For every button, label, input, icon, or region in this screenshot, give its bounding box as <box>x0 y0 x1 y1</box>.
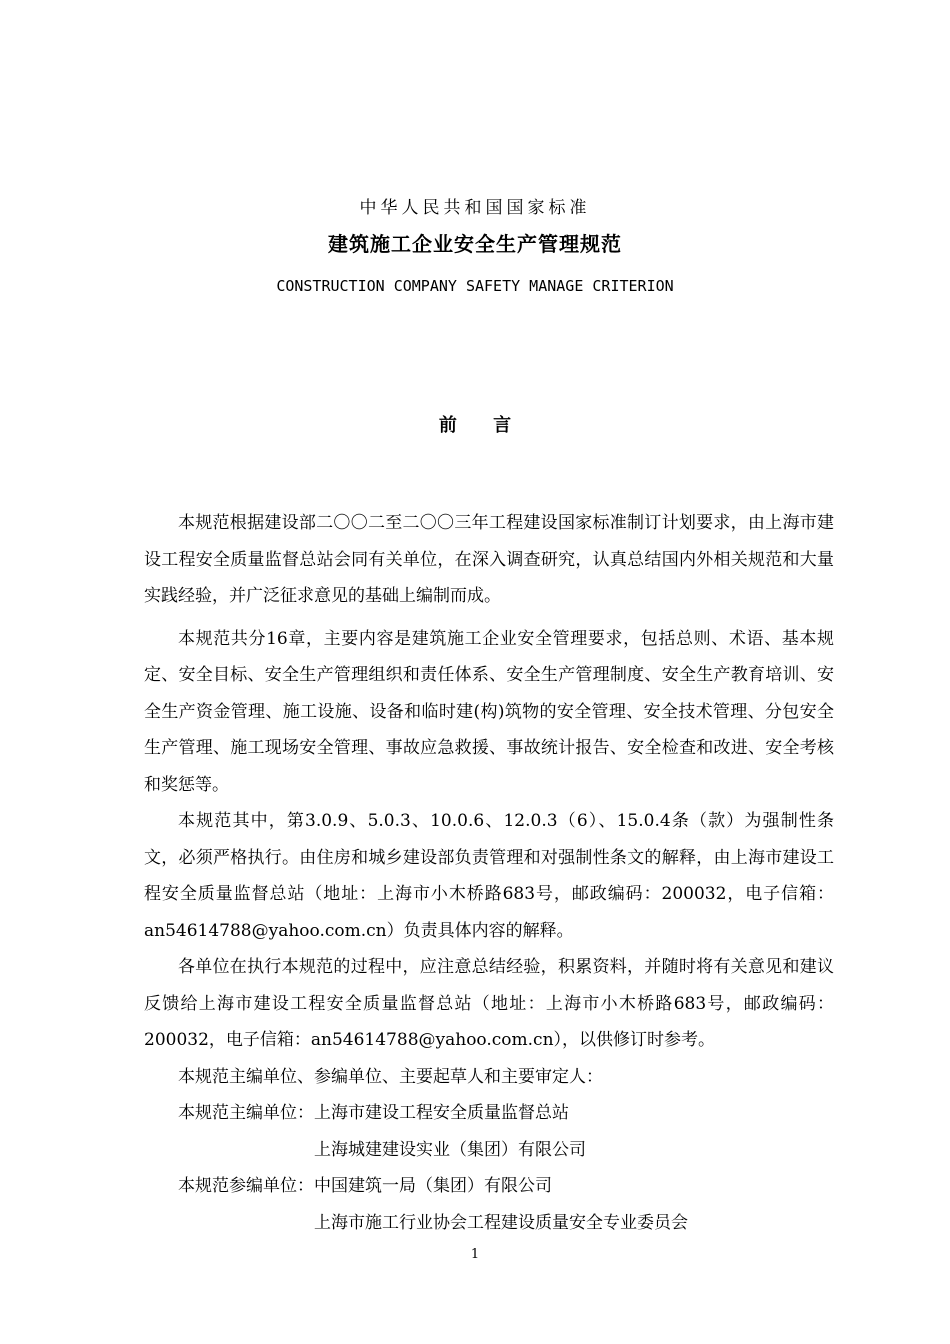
preface-body <box>144 505 834 1241</box>
participating-unit-item: 上海市施工行业协会工程建设质量安全专业委员会 <box>314 1212 688 1233</box>
standard-title: 建筑施工企业安全生产管理规范 <box>328 232 622 256</box>
chief-units-list <box>314 1095 586 1168</box>
participating-units-label: 本规范参编单位： <box>178 1176 314 1196</box>
standard-org-heading: 中华人民共和国国家标准 <box>359 198 591 218</box>
participating-units-list <box>314 1168 688 1241</box>
participating-unit-item: 中国建筑一局（集团）有限公司 <box>314 1176 552 1196</box>
standard-title-english: CONSTRUCTION COMPANY SAFETY MANAGE CRITERION <box>276 277 674 295</box>
preface-paragraph: 本规范根据建设部二〇〇二至二〇〇三年工程建设国家标准制订计划要求，由上海市建设工程安全质量监督总站会同有关单位，在深入调查研究，认真总结国内外相关规范和大量实践经验，并广泛征求意见的基础上编制而成。 <box>144 513 834 606</box>
preface-heading: 前 言 <box>438 415 512 436</box>
chief-unit-item: 上海市建设工程安全质量监督总站 <box>314 1103 569 1123</box>
chief-unit-item: 上海城建建设实业（集团）有限公司 <box>314 1139 586 1160</box>
chief-units-label: 本规范主编单位： <box>178 1103 314 1123</box>
preface-paragraph: 各单位在执行本规范的过程中，应注意总结经验，积累资料，并随时将有关意见和建议反馈给上海市建设工程安全质量监督总站（地址：上海市小木桥路683号，邮政编码：200032，电子信箱：an54614788@yahoo.com.cn），以供修订时参考。 <box>144 957 834 1050</box>
preface-paragraph: 本规范共分16章，主要内容是建筑施工企业安全管理要求，包括总则、术语、基本规定、安全目标、安全生产管理组织和责任体系、安全生产管理制度、安全生产教育培训、安全生产资金管理、施工设施、设备和临时建(构)筑物的安全管理、安全技术管理、分包安全生产管理、施工现场安全管理、事故应急救援、事故统计报告、安全检查和改进、安全考核和奖惩等。 <box>144 628 834 795</box>
participating-units-row <box>144 1168 834 1241</box>
chief-units-row <box>144 1095 834 1168</box>
page-number: 1 <box>470 1247 480 1262</box>
preface-paragraph: 本规范其中，第3.0.9、5.0.3、10.0.6、12.0.3（6）、15.0.4条（款）为强制性条文，必须严格执行。由住房和城乡建设部负责管理和对强制性条文的解释，由上海市建设工程安全质量监督总站（地址：上海市小木桥路683号，邮政编码：200032，电子信箱：an54614788@yahoo.com.cn）负责具体内容的解释。 <box>144 811 834 941</box>
preface-paragraph: 本规范主编单位、参编单位、主要起草人和主要审定人： <box>178 1066 603 1087</box>
